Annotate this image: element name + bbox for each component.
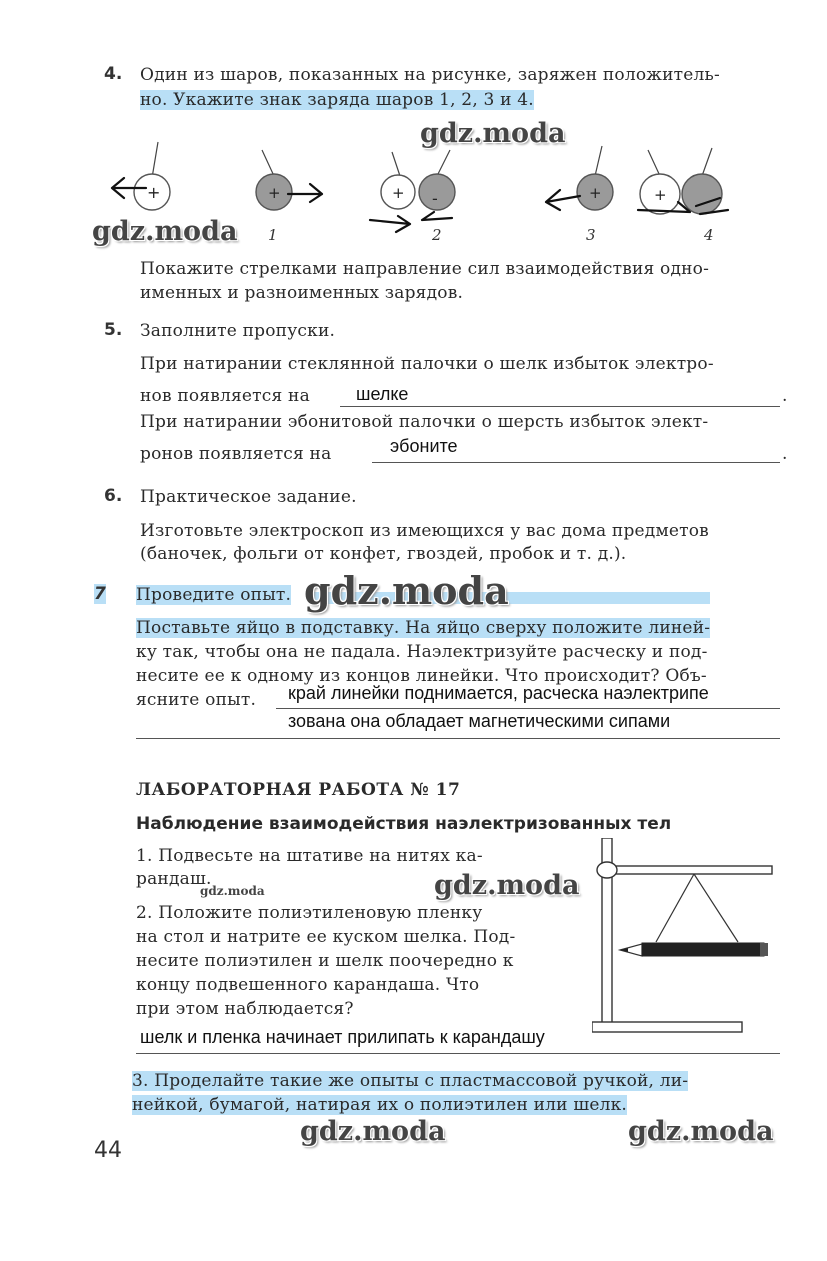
task5-title: Заполните пропуски. xyxy=(140,321,336,341)
plus-sign: + xyxy=(392,184,405,202)
task4-line2: но. Укажите знак заряда шаров 1, 2, 3 и 4. xyxy=(140,90,534,110)
task4-line1: Один из шаров, показанных на рисунке, заряжен положитель- xyxy=(140,65,720,85)
task6-title: Практическое задание. xyxy=(140,487,357,507)
task6-line1: Изготовьте электроскоп из имеющихся у вас дома предметов xyxy=(140,521,709,541)
stand-arm xyxy=(602,866,772,874)
answer-line xyxy=(136,1053,780,1054)
task7-answer1: край линейки поднимается, расческа наэлектрипе xyxy=(288,683,709,703)
task5-answer1: шелке xyxy=(356,384,409,404)
task6-number: 6. xyxy=(104,486,123,506)
watermark: gdz.moda xyxy=(300,1116,446,1147)
task5-sentence1a: При натирании стеклянной палочки о шелк избыток электро- xyxy=(140,354,714,374)
period: . xyxy=(782,444,788,464)
minus-sign: - xyxy=(432,189,438,208)
task4-number: 4. xyxy=(104,64,123,84)
page-number: 44 xyxy=(94,1138,122,1163)
task5-sentence1b: нов появляется на xyxy=(140,386,310,406)
lab-p3b: нейкой, бумагой, натирая их о полиэтилен или шелк. xyxy=(132,1095,628,1115)
pencil xyxy=(620,943,768,956)
task6-line2: (баночек, фольги от конфет, гвоздей, пробок и т. д.). xyxy=(140,544,627,564)
plus-sign: + xyxy=(589,184,602,202)
task5-sentence2b: ронов появляется на xyxy=(140,444,332,464)
lab-p2a: 2. Положите полиэтиленовую пленку xyxy=(136,903,483,923)
task4-after-line1: Покажите стрелками направление сил взаимодействия одно- xyxy=(140,259,710,279)
lab-p2c: несите полиэтилен и шелк поочередно к xyxy=(136,951,514,971)
period: . xyxy=(782,386,788,406)
ball-label-4: 4 xyxy=(704,226,714,244)
plus-sign: + xyxy=(147,183,161,202)
ball-label-3: 3 xyxy=(586,226,596,244)
string xyxy=(152,142,158,178)
lab-subtitle: Наблюдение взаимодействия наэлектризованных тел xyxy=(136,814,672,834)
task7-answer2: зована она обладает магнетическими сипами xyxy=(288,711,671,731)
lab-p1b: рандаш. xyxy=(136,869,212,889)
lab-p1a: 1. Подвесьте на штативе на нитях ка- xyxy=(136,846,483,866)
ball-label-2: 2 xyxy=(432,226,442,244)
ball-4-gray xyxy=(682,174,722,214)
plus-sign: + xyxy=(268,184,281,202)
ball-label-1: 1 xyxy=(268,226,278,244)
stand-base xyxy=(592,1022,742,1032)
answer-line xyxy=(276,708,780,709)
task7-title: Проведите опыт. xyxy=(136,585,292,605)
answer-line xyxy=(372,462,780,463)
task7-line1: Поставьте яйцо в подставку. На яйцо сверху положите линей- xyxy=(136,618,711,638)
watermark: gdz.moda xyxy=(92,216,238,247)
task5-sentence2a: При натирании эбонитовой палочки о шерсть избыток элект- xyxy=(140,412,709,432)
task7-line3: несите ее к одному из концов линейки. Что происходит? Объ- xyxy=(136,666,707,686)
lab-p2e: при этом наблюдается? xyxy=(136,999,354,1019)
watermark: gdz.moda xyxy=(420,118,566,149)
task7-line2: ку так, чтобы она не падала. Наэлектризуйте расческу и под- xyxy=(136,642,708,662)
stand-clamp xyxy=(597,862,617,878)
task5-number: 5. xyxy=(104,320,123,340)
watermark: gdz.moda xyxy=(304,568,509,613)
watermark: gdz.moda xyxy=(628,1116,774,1147)
watermark: gdz.moda xyxy=(434,870,580,901)
task7-number: 7 xyxy=(94,584,106,604)
answer-line xyxy=(340,406,780,407)
task5-answer2: эбоните xyxy=(390,436,458,456)
answer-line xyxy=(136,738,780,739)
lab-p3a: 3. Проделайте такие же опыты с пластмассовой ручкой, ли- xyxy=(132,1071,689,1091)
task4-after-line2: именных и разноименных зарядов. xyxy=(140,283,464,303)
watermark: gdz.moda xyxy=(200,884,265,898)
lab-p2d: концу подвешенного карандаша. Что xyxy=(136,975,480,995)
lab-answer: шелк и пленка начинает прилипать к карандашу xyxy=(140,1027,545,1047)
lab-p2b: на стол и натрите ее куском шелка. Под- xyxy=(136,927,516,947)
lab-title: ЛАБОРАТОРНАЯ РАБОТА № 17 xyxy=(136,780,461,800)
task7-line4: ясните опыт. xyxy=(136,690,257,710)
stand-diagram xyxy=(592,838,792,1036)
threads xyxy=(656,874,738,942)
plus-sign: + xyxy=(654,186,667,204)
